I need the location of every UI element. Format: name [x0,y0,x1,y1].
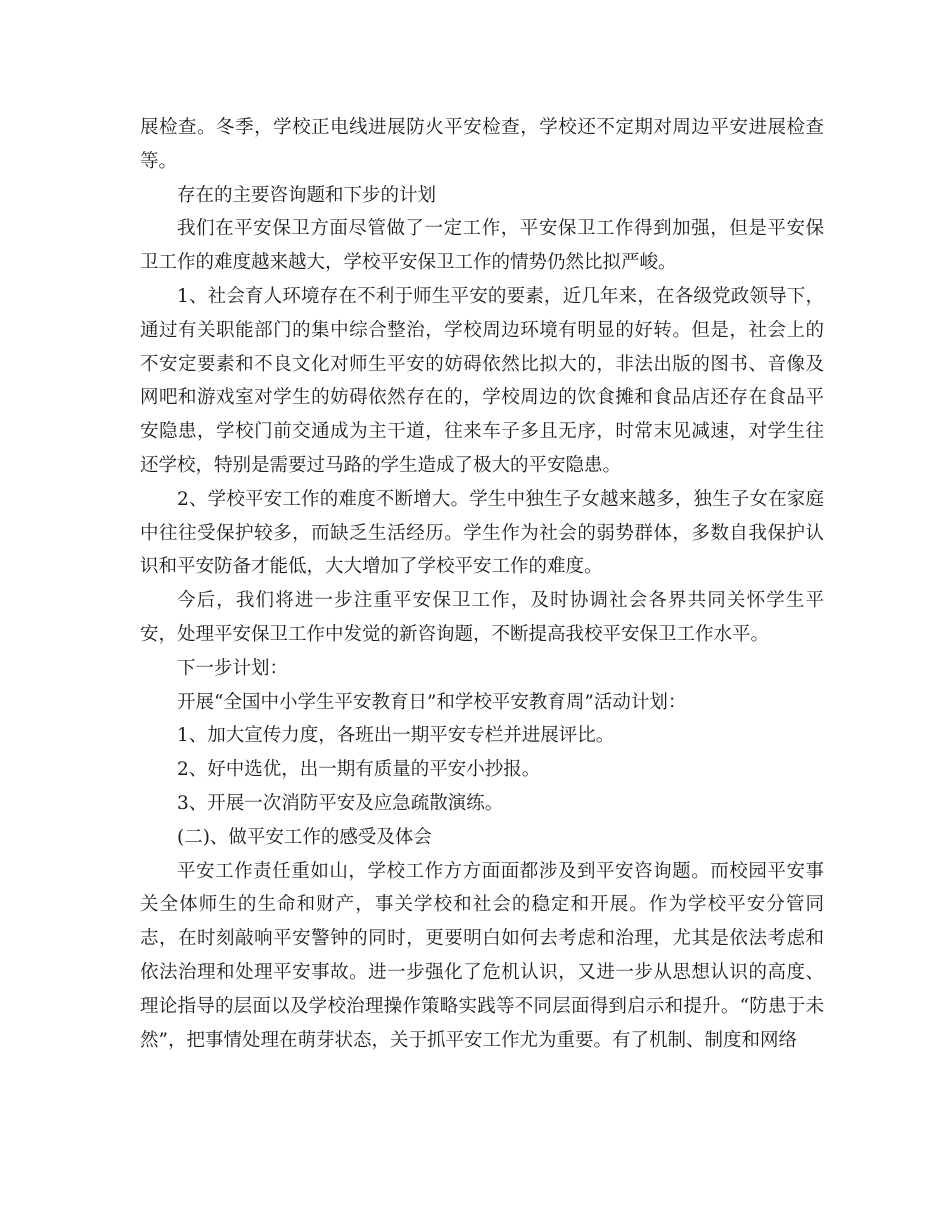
paragraph-2: 存在的主要咨询题和下步的计划 [177,184,437,206]
paragraph-3: 我们在平安保卫方面尽管做了一定工作，平安保卫工作得到加强，但是平安保卫工作的难度越来越大，学校平安保卫工作的情势仍然比拟严峻。 [140,218,824,274]
paragraph-5: 2、学校平安工作的难度不断增大。学生中独生子女越来越多，独生子女在家庭中往往受保护较多，而缺乏生活经历。学生作为社会的弱势群体，多数自我保护认识和平安防备才能低，大大增加了学校平安工作的难度。 [140,488,824,578]
paragraph-6: 今后，我们将进一步注重平安保卫工作，及时协调社会各界共同关怀学生平安，处理平安保卫工作中发觉的新咨询题，不断提高我校平安保卫工作水平。 [140,590,824,645]
paragraph-7: 下一步计划： [177,657,289,679]
paragraph-9: 1、加大宣传力度，各班出一期平安专栏并进展评比。 [177,725,615,747]
paragraph-11: 3、开展一次消防平安及应急疏散演练。 [177,792,504,814]
paragraph-10: 2、好中选优，出一期有质量的平安小抄报。 [177,759,541,781]
paragraph-13: 平安工作责任重如山，学校工作方方面面都涉及到平安咨询题。而校园平安事关全体师生的生命和财产，事关学校和社会的稳定和开展。作为学校平安分管同志，在时刻敲响平安警钟的同时，更要明白如何去考虑和治理，尤其是依法考虑和依法治理和处理平安事故。进一步强化了危机认识，又进一步从思想认识的高度、理论指导的层面以及学校治理操作策略实践等不同层面得到启示和提升。“防患于未然”，把事情处理在萌芽状态，关于抓平安工作尤为重要。有了机制、制度和网络 [140,860,824,1051]
document-body [140,111,824,1057]
paragraph-4: 1、社会育人环境存在不利于师生平安的要素，近几年来，在各级党政领导下，通过有关职能部门的集中综合整治，学校周边环境有明显的好转。但是，社会上的不安定要素和不良文化对师生平安的妨碍依然比拟大的，非法出版的图书、音像及网吧和游戏室对学生的妨碍依然存在的，学校周边的饮食摊和食品店还存在食品平安隐患，学校门前交通成为主干道，往来车子多且无序，时常末见减速，对学生往还学校，特别是需要过马路的学生造成了极大的平安隐患。 [140,285,824,476]
paragraph-8: 开展“全国中小学生平安教育日”和学校平安教育周”活动计划： [177,691,687,713]
paragraph-12: (二)、做平安工作的感受及体会 [177,826,432,848]
paragraph-1: 展检查。冬季，学校正电线进展防火平安检查，学校还不定期对周边平安进展检查等。 [140,117,824,172]
